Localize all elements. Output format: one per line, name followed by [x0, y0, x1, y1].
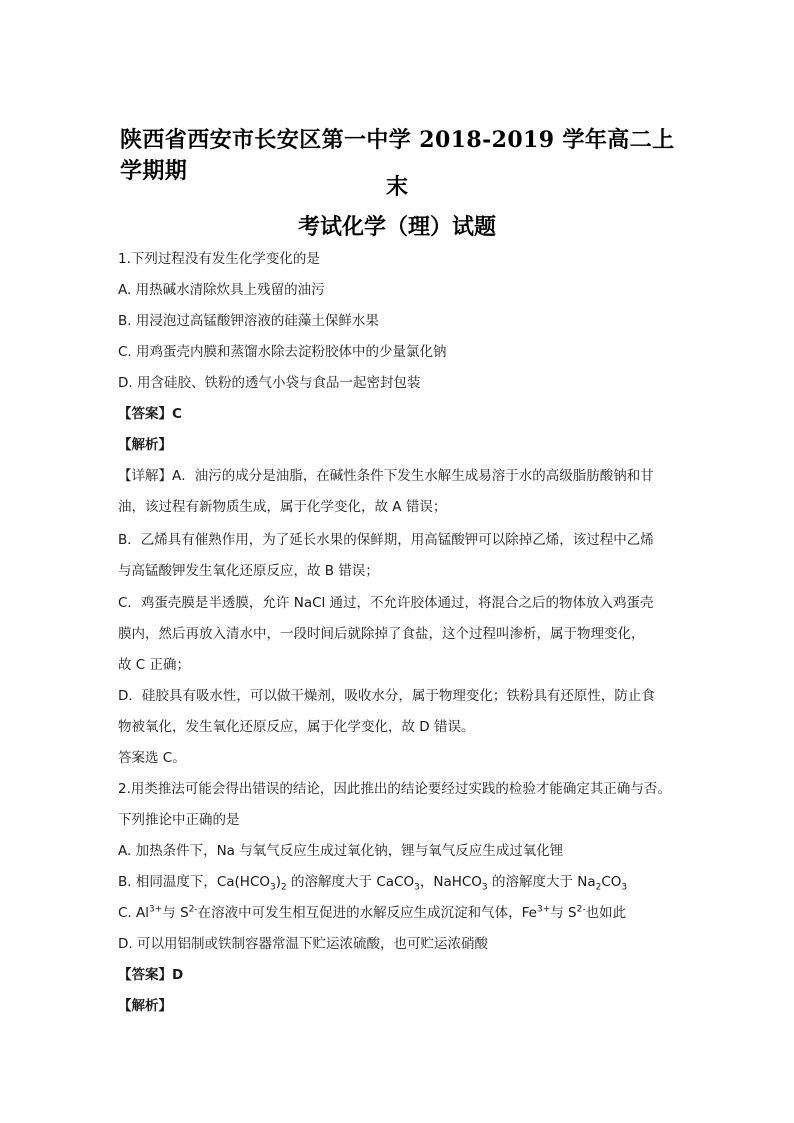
q1-detail-line: 【详解】A．油污的成分是油脂，在碱性条件下发生水解生成易溶于水的高级脂肪酸钠和甘	[118, 468, 654, 484]
q2-option-a: A. 加热条件下，Na 与氧气反应生成过氧化钠，锂与氧气反应生成过氧化锂	[118, 843, 564, 859]
q1-detail-line: 故 C 正确；	[118, 657, 191, 673]
q2-stem-line-1: 2.用类推法可能会得出错误的结论，因此推出的结论要经过实践的检验才能确定其正确与否。	[118, 781, 671, 797]
document-title-line-3: 考试化学（理）试题	[297, 214, 496, 240]
q1-detail-line: 与高锰酸钾发生氧化还原反应，故 B 错误；	[118, 563, 379, 579]
q1-option-d: D. 用含硅胶、铁粉的透气小袋与食品一起密封包装	[118, 375, 421, 391]
q1-detail-line: 膜内，然后再放入清水中，一段时间后就除掉了食盐，这个过程叫渗析，属于物理变化，	[118, 626, 645, 642]
q2-option-d: D. 可以用铝制或铁制容器常温下贮运浓硫酸，也可贮运浓硝酸	[118, 936, 488, 952]
q1-option-c: C. 用鸡蛋壳内膜和蒸馏水除去淀粉胶体中的少量氯化钠	[118, 344, 447, 360]
q1-detail-line: C．鸡蛋壳膜是半透膜，允许 NaCl 通过，不允许胶体通过，将混合之后的物体放入鸡蛋壳	[118, 595, 654, 611]
q1-stem: 1.下列过程没有发生化学变化的是	[118, 251, 320, 267]
q2-option-c: C. $Al^{3+}$与 $S^{2-}$在溶液中可发生相互促进的水解反应生成沉淀和气体，$Fe^{3+}$与 $S^{2-}$也如此	[118, 904, 627, 921]
q1-option-b: B. 用浸泡过高锰酸钾溶液的硅藻土保鲜水果	[118, 313, 379, 329]
q1-detail-line: B．乙烯具有催熟作用，为了延长水果的保鲜期，用高锰酸钾可以除掉乙烯，该过程中乙烯	[118, 532, 654, 548]
q2-analysis-heading: 【解析】	[118, 998, 172, 1014]
q1-detail-line: 油，该过程有新物质生成，属于化学变化，故 A 错误；	[118, 499, 447, 515]
document-title-line-1: 陕西省西安市长安区第一中学 2018-2019 学年高二上学期期	[120, 127, 675, 184]
q2-stem-line-2: 下列推论中正确的是	[118, 812, 240, 828]
q1-answer-choice: 答案选 C。	[118, 750, 186, 766]
q1-answer: 【答案】C	[118, 406, 182, 422]
q2-answer: 【答案】D	[118, 967, 184, 983]
q1-detail-line: 物被氧化，发生氧化还原反应，属于化学变化，故 D 错误。	[118, 719, 475, 735]
q2-option-b: B. 相同温度下，$Ca(HCO_3)_2$ 的溶解度大于 CaCO$_3$，NaHCO$_3$ 的溶解度大于 $Na_2CO_3$	[118, 874, 628, 893]
document-title-line-2: 末	[385, 174, 408, 200]
q1-detail-line: D．硅胶具有吸水性，可以做干燥剂，吸收水分，属于物理变化；铁粉具有还原性，防止食	[118, 688, 655, 704]
q1-option-a: A. 用热碱水清除炊具上残留的油污	[118, 282, 325, 298]
q1-analysis-heading: 【解析】	[118, 437, 172, 453]
